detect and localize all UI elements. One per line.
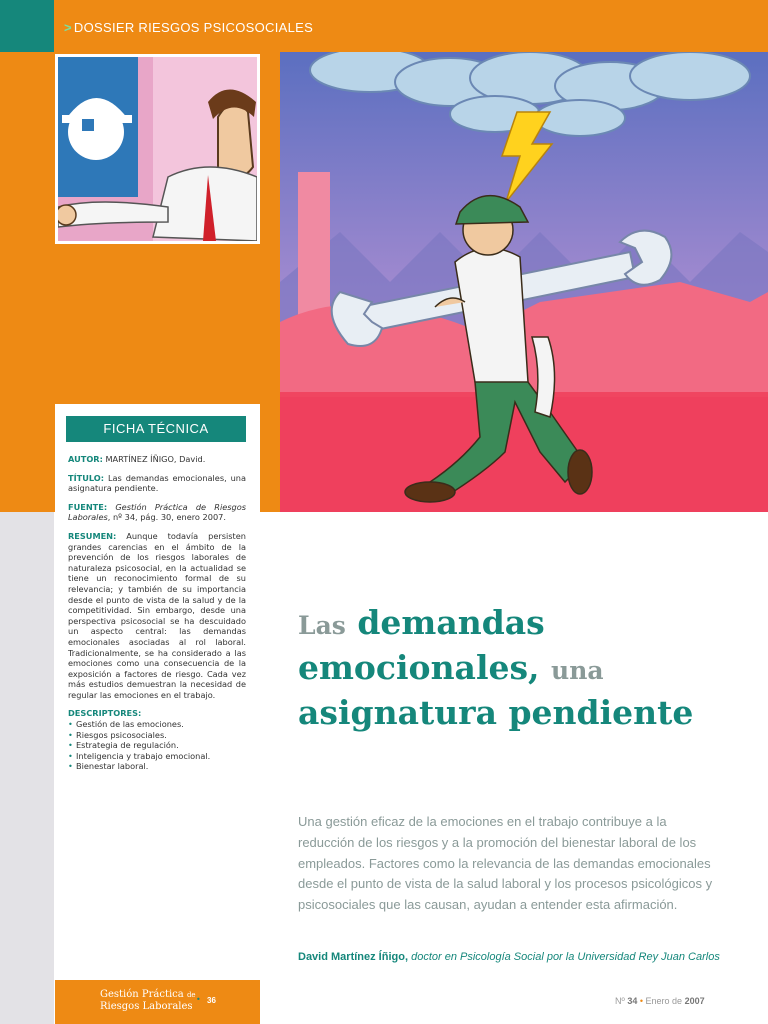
section-title-text: DOSSIER RIESGOS PSICOSOCIALES [73,20,314,35]
issue-year: 2007 [684,996,705,1006]
ficha-tecnica-card [55,404,260,980]
fuente-rest: , nº 34, pág. 30, enero 2007. [107,512,226,523]
small-illustration [55,54,260,244]
author-role: doctor en Psicología Social por la Universidad Rey Juan Carlos [411,951,720,963]
ficha-heading: FICHA TÉCNICA [66,416,246,442]
left-grey-gutter [0,512,54,1024]
magazine-footer [55,980,260,1024]
fuente-source: Gestión Práctica de Riesgos Laborales [68,501,246,523]
title-word-asignatura: asignatura pendiente [298,693,694,732]
magazine-name [100,989,196,1013]
ficha-fuente [68,502,246,523]
list-item: • Bienestar laboral. [68,761,246,772]
issue-info [615,996,705,1006]
list-item: • Riesgos psicosociales. [68,730,246,741]
issue-number: 34 [627,996,638,1006]
magazine-name-de: de [186,991,196,999]
bullet-icon: • [196,995,201,1004]
issue-month: Enero de [645,996,683,1006]
descriptores-list [68,719,246,772]
main-illustration [280,52,768,512]
chevron-right-icon: > [64,20,72,35]
titulo-label: TÍTULO: [68,472,105,483]
list-item: • Gestión de las emociones. [68,719,246,730]
article-title [298,602,738,734]
ficha-body [68,454,246,772]
section-title [64,20,313,35]
title-word-una: una [551,656,604,685]
page-number: 36 [207,996,216,1005]
autor-value: MARTÍNEZ ÍÑIGO, David. [105,454,206,464]
titulo-value: Las demandas emocionales, una asignatura pendiente. [68,472,247,494]
title-word-las: Las [298,611,346,640]
ficha-resumen [68,531,246,701]
descriptores-label: DESCRIPTORES: [68,708,142,719]
bullet-icon: • [639,996,643,1006]
title-word-emocionales: emocionales, [298,648,540,687]
fuente-label: FUENTE: [68,501,108,512]
ficha-titulo [68,473,246,494]
author-name: David Martínez Íñigo, [298,951,409,963]
magazine-name-line2: Riesgos Laborales [100,1001,193,1012]
ficha-autor [68,454,246,465]
magazine-name-line1: Gestión Práctica [100,989,184,1000]
title-word-demandas: demandas [357,603,545,642]
header-teal-corner [0,0,54,52]
autor-label: AUTOR: [68,454,103,464]
resumen-text: Aunque todavía persisten grandes carencias en el ámbito de la prevención de los riesgos laborales de naturaleza psicosocial, en la actualidad se tiene un reconocimiento formal de su relevancia; y también de su importancia desde el punto de vista de la salud y de la competitividad. Sin embargo, desde una perspectiva psicosocial se ha descuidado un aspecto central: las demandas emocionales asociadas al rol laboral. Tradicionalmente, se ha considerado a las emociones como una consecuencia de la exposición a factores de riesgo. Cada vez más estudios demuestran la necesidad de regular las emociones en el trabajo. [68,530,246,700]
issue-no-label: Nº [615,996,625,1006]
list-item: • Inteligencia y trabajo emocional. [68,751,246,762]
ficha-descriptores [68,708,246,772]
article-lead: Una gestión eficaz de la emociones en el trabajo contribuye a la reducción de los riesgos y a la promoción del bienestar laboral de los empleados. Factores como la relevancia de las demandas emocionales desde el punto de vista de la salud laboral y los procesos psicológicos y psicosociales que las causan, ayudan a entender esta afirmación. [298,814,713,913]
resumen-label: RESUMEN: [68,530,117,541]
list-item: • Estrategia de regulación. [68,740,246,751]
author-byline [298,951,720,963]
